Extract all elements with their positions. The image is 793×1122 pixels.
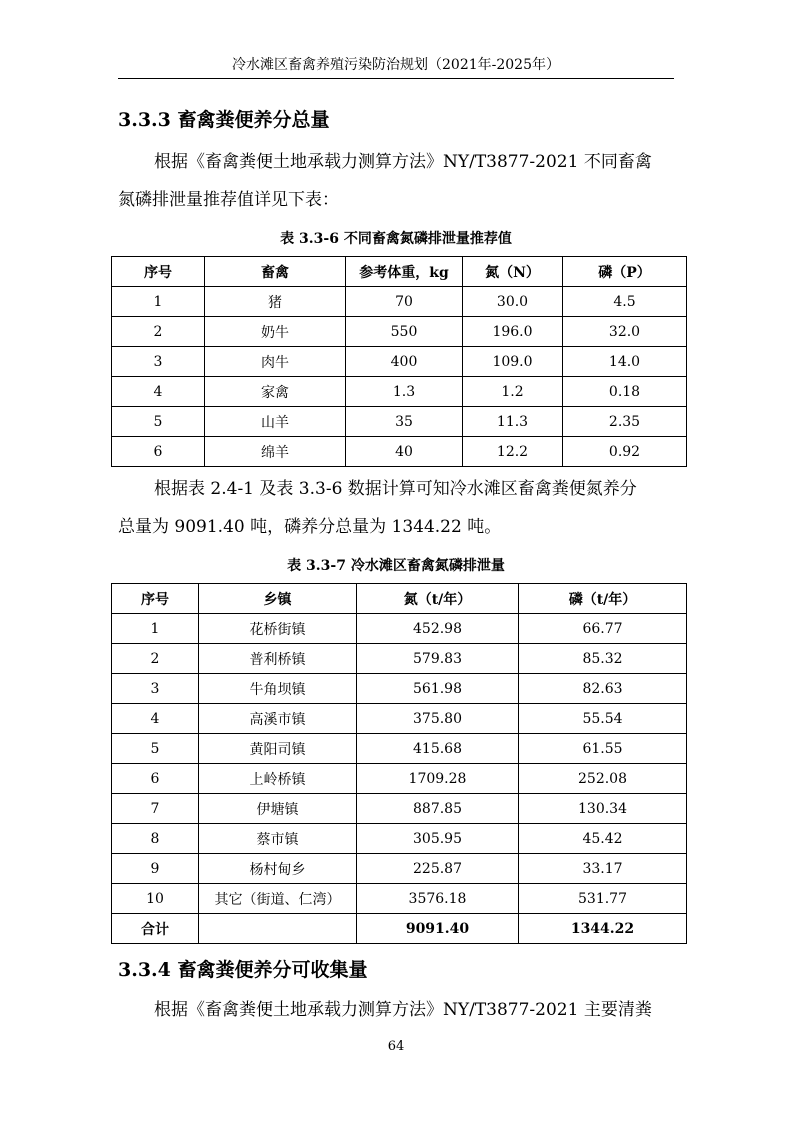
column-header: 氮（t/年） <box>357 584 519 614</box>
table-town-excretion <box>111 583 687 944</box>
table-cell: 3 <box>112 674 199 704</box>
table-row <box>112 824 687 854</box>
table-cell: 5 <box>112 734 199 764</box>
table-cell: 4 <box>112 704 199 734</box>
table-cell: 45.42 <box>519 824 687 854</box>
table-cell: 3 <box>112 347 205 377</box>
table-cell: 4.5 <box>563 287 687 317</box>
paragraph-line: 根据《畜禽粪便土地承载力测算方法》NY/T3877-2021 不同畜禽 <box>154 152 652 172</box>
running-header: 冷水滩区畜禽养殖污染防治规划（2021年-2025年） <box>232 57 560 73</box>
table-cell: 30.0 <box>463 287 563 317</box>
table-cell: 2.35 <box>563 407 687 437</box>
table-row <box>112 287 687 317</box>
table-cell: 66.77 <box>519 614 687 644</box>
table-cell: 82.63 <box>519 674 687 704</box>
table-cell: 伊塘镇 <box>199 794 357 824</box>
column-header: 序号 <box>112 584 199 614</box>
table-cell: 415.68 <box>357 734 519 764</box>
header-rule <box>118 78 674 79</box>
table-cell: 蔡市镇 <box>199 824 357 854</box>
table-row <box>112 674 687 704</box>
table-cell: 奶牛 <box>205 317 346 347</box>
table-row <box>112 764 687 794</box>
table-cell: 8 <box>112 824 199 854</box>
column-header: 序号 <box>112 257 205 287</box>
total-town-cell <box>199 914 357 944</box>
table-cell: 252.08 <box>519 764 687 794</box>
table-cell: 6 <box>112 437 205 467</box>
table-row <box>112 884 687 914</box>
table-row <box>112 854 687 884</box>
column-header: 参考体重，kg <box>346 257 463 287</box>
table-cell: 196.0 <box>463 317 563 347</box>
section-heading-3-3-4: 3.3.4 畜禽粪便养分可收集量 <box>118 959 368 981</box>
table-cell: 猪 <box>205 287 346 317</box>
table-cell: 70 <box>346 287 463 317</box>
total-label: 合计 <box>112 914 199 944</box>
table-total-row <box>112 914 687 944</box>
table-cell: 0.92 <box>563 437 687 467</box>
table-cell: 上岭桥镇 <box>199 764 357 794</box>
table-cell: 550 <box>346 317 463 347</box>
paragraph-line: 总量为 9091.40 吨，磷养分总量为 1344.22 吨。 <box>118 517 502 537</box>
table-row <box>112 437 687 467</box>
column-header: 畜禽 <box>205 257 346 287</box>
table-cell: 400 <box>346 347 463 377</box>
table-cell: 1 <box>112 287 205 317</box>
table-cell: 130.34 <box>519 794 687 824</box>
table-cell: 普利桥镇 <box>199 644 357 674</box>
table-row <box>112 704 687 734</box>
total-phosphorus: 1344.22 <box>519 914 687 944</box>
table-cell: 9 <box>112 854 199 884</box>
table-cell: 40 <box>346 437 463 467</box>
table-cell: 绵羊 <box>205 437 346 467</box>
table-row <box>112 794 687 824</box>
table-cell: 85.32 <box>519 644 687 674</box>
table-cell: 32.0 <box>563 317 687 347</box>
table-row <box>112 317 687 347</box>
section-heading-3-3-3: 3.3.3 畜禽粪便养分总量 <box>118 109 330 131</box>
paragraph-line: 根据表 2.4-1 及表 3.3-6 数据计算可知冷水滩区畜禽粪便氮养分 <box>154 479 637 499</box>
table-livestock-excretion <box>111 256 687 467</box>
paragraph-line: 根据《畜禽粪便土地承载力测算方法》NY/T3877-2021 主要清粪 <box>154 1000 652 1020</box>
column-header: 氮（N） <box>463 257 563 287</box>
table-row <box>112 644 687 674</box>
table-cell: 1.3 <box>346 377 463 407</box>
total-nitrogen: 9091.40 <box>357 914 519 944</box>
page-number: 64 <box>387 1039 405 1054</box>
table-caption-3-3-6: 表 3.3-6 不同畜禽氮磷排泄量推荐值 <box>280 231 512 247</box>
table-cell: 1 <box>112 614 199 644</box>
table-cell: 2 <box>112 644 199 674</box>
table-cell: 55.54 <box>519 704 687 734</box>
table-cell: 452.98 <box>357 614 519 644</box>
table-cell: 牛角坝镇 <box>199 674 357 704</box>
table-row <box>112 377 687 407</box>
column-header: 乡镇 <box>199 584 357 614</box>
table-cell: 5 <box>112 407 205 437</box>
table-header-row <box>112 584 687 614</box>
table-cell: 35 <box>346 407 463 437</box>
table-cell: 花桥街镇 <box>199 614 357 644</box>
table-cell: 1709.28 <box>357 764 519 794</box>
table-cell: 家禽 <box>205 377 346 407</box>
table-cell: 山羊 <box>205 407 346 437</box>
paragraph-line: 氮磷排泄量推荐值详见下表： <box>118 190 339 210</box>
table-row <box>112 407 687 437</box>
table-cell: 11.3 <box>463 407 563 437</box>
table-cell: 887.85 <box>357 794 519 824</box>
table-cell: 12.2 <box>463 437 563 467</box>
table-cell: 4 <box>112 377 205 407</box>
table-cell: 0.18 <box>563 377 687 407</box>
table-cell: 225.87 <box>357 854 519 884</box>
table-cell: 375.80 <box>357 704 519 734</box>
table-cell: 高溪市镇 <box>199 704 357 734</box>
table-cell: 33.17 <box>519 854 687 884</box>
table-cell: 2 <box>112 317 205 347</box>
table-cell: 14.0 <box>563 347 687 377</box>
column-header: 磷（t/年） <box>519 584 687 614</box>
table-row <box>112 614 687 644</box>
table-cell: 305.95 <box>357 824 519 854</box>
table-cell: 3576.18 <box>357 884 519 914</box>
table-cell: 其它（街道、仁湾） <box>199 884 357 914</box>
table-caption-3-3-7: 表 3.3-7 冷水滩区畜禽氮磷排泄量 <box>287 558 505 574</box>
table-cell: 61.55 <box>519 734 687 764</box>
table-cell: 6 <box>112 764 199 794</box>
table-cell: 531.77 <box>519 884 687 914</box>
table-cell: 肉牛 <box>205 347 346 377</box>
table-cell: 1.2 <box>463 377 563 407</box>
table-cell: 561.98 <box>357 674 519 704</box>
table-cell: 杨村甸乡 <box>199 854 357 884</box>
table-row <box>112 347 687 377</box>
table-cell: 黄阳司镇 <box>199 734 357 764</box>
table-cell: 109.0 <box>463 347 563 377</box>
table-cell: 579.83 <box>357 644 519 674</box>
table-row <box>112 734 687 764</box>
table-header-row <box>112 257 687 287</box>
table-cell: 7 <box>112 794 199 824</box>
table-cell: 10 <box>112 884 199 914</box>
column-header: 磷（P） <box>563 257 687 287</box>
